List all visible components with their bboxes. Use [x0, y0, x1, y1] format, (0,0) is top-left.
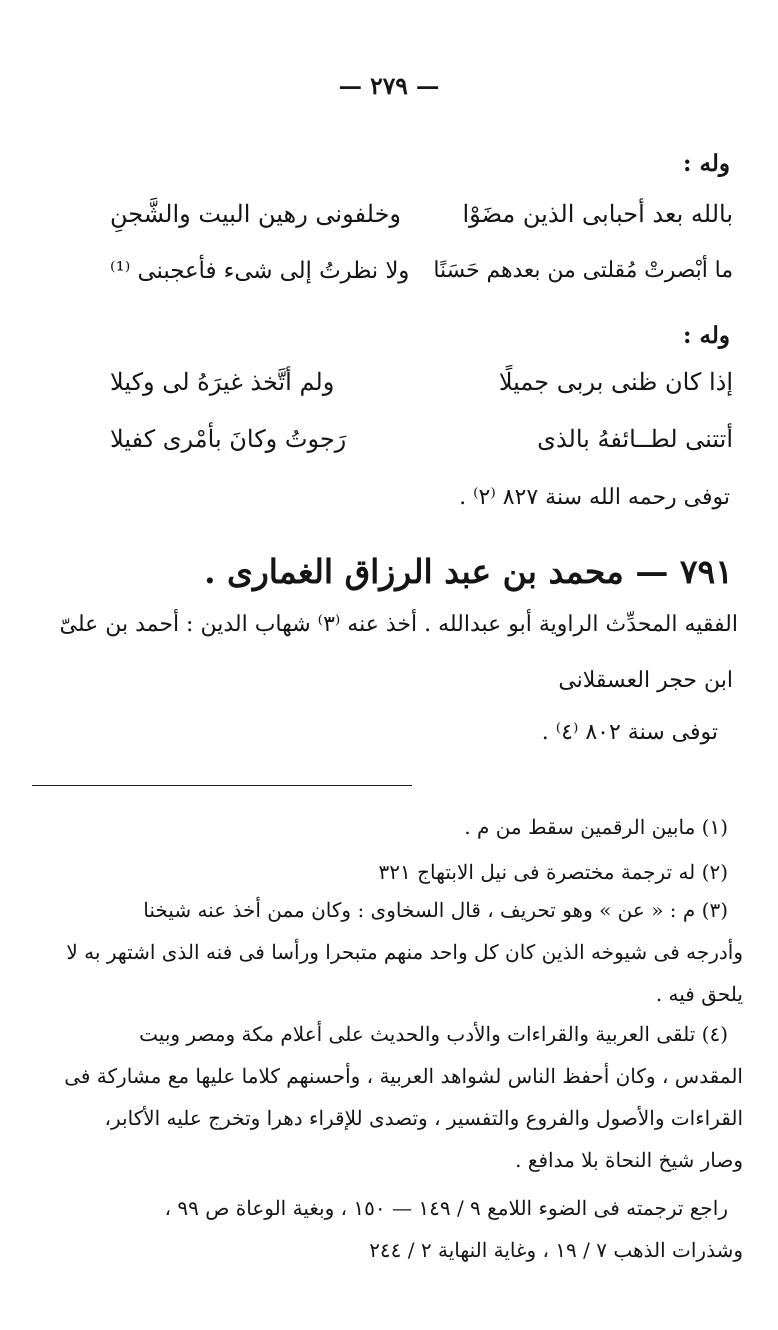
verse-line	[110, 258, 733, 304]
poem-intro-label: وله :	[683, 150, 730, 177]
entry-text-line: ابن حجر العسقلانى	[558, 668, 733, 693]
verse-line	[110, 368, 733, 414]
footnote-line: القراءات والأصول والفروع والتفسير ، وتصدى للإقراء دهرا وتخرج عليه الأكابر،	[104, 1106, 743, 1130]
footnote-line: يلحق فيه .	[655, 982, 743, 1006]
footnote-line: المقدس ، وكان أحفظ الناس لشواهد العربية ، وأحسنهم كلاما عليها مع مشاركة فى	[64, 1064, 743, 1088]
verse-line	[110, 425, 733, 471]
verse-first-hemistich: ما أبْصرتْ مُقلتى من بعدهم حَسَنًا	[433, 258, 733, 283]
death-note: توفى رحمه الله سنة ٨٢٧ ⁽٢⁾ .	[459, 485, 730, 510]
verse-first-hemistich: إذا كان ظنى بربى جميلًا	[498, 368, 733, 396]
footnote-line: وشذرات الذهب ٧ / ١٩ ، وغاية النهاية ٢ / ٢٤٤	[369, 1238, 743, 1262]
footnote-line: (١) مابين الرقمين سقط من م .	[464, 815, 728, 839]
verse-second-hemistich: ولا نظرتُ إلى شىء فأعجبنى ⁽¹⁾	[110, 258, 410, 284]
footnote-line: (٣) م : « عن » وهو تحريف ، قال السخاوى : وكان ممن أخذ عنه شيخنا	[143, 898, 728, 922]
footnote-separator	[32, 785, 412, 786]
verse-second-hemistich: رَجوتُ وكانَ بأمْرى كفيلا	[110, 425, 347, 453]
verse-first-hemistich: أتتنى لطــائفهُ بالذى	[537, 425, 733, 453]
entry-title: ٧٩١ — محمد بن عبد الرزاق الغمارى .	[204, 552, 733, 591]
page-number: — ٢٧٩ —	[338, 72, 440, 100]
verse-second-hemistich: ولم أتَّخذ غيرَهُ لى وكيلا	[110, 368, 335, 396]
footnote-line: وصار شيخ النحاة بلا مدافع .	[515, 1148, 743, 1172]
entry-text-line: الفقيه المحدِّث الراوية أبو عبدالله . أخذ عنه ⁽٣⁾ شهاب الدين : أحمد بن علىّ	[59, 612, 738, 637]
entry-text-line: توفى سنة ٨٠٢ ⁽٤⁾ .	[541, 720, 718, 745]
footnote-line: (٤) تلقى العربية والقراءات والأدب والحديث على أعلام مكة ومصر وبيت	[139, 1022, 728, 1046]
footnote-line: وأدرجه فى شيوخه الذين كان كل واحد منهم متبحرا ورأسا فى فنه الذى اشتهر به لا	[66, 940, 743, 964]
footnote-line: (٢) له ترجمة مختصرة فى نيل الابتهاج ٣٢١	[378, 860, 728, 884]
verse-first-hemistich: بالله بعد أحبابى الذين مضَوْا	[462, 200, 733, 228]
footnote-line: راجع ترجمته فى الضوء اللامع ٩ / ١٤٩ — ١٥٠ ، وبغية الوعاة ص ٩٩ ،	[164, 1196, 728, 1220]
verse-line	[110, 200, 733, 246]
poem-intro-label: وله :	[683, 322, 730, 349]
verse-second-hemistich: وخلفونى رهين البيت والشَّجنِ	[110, 200, 402, 228]
